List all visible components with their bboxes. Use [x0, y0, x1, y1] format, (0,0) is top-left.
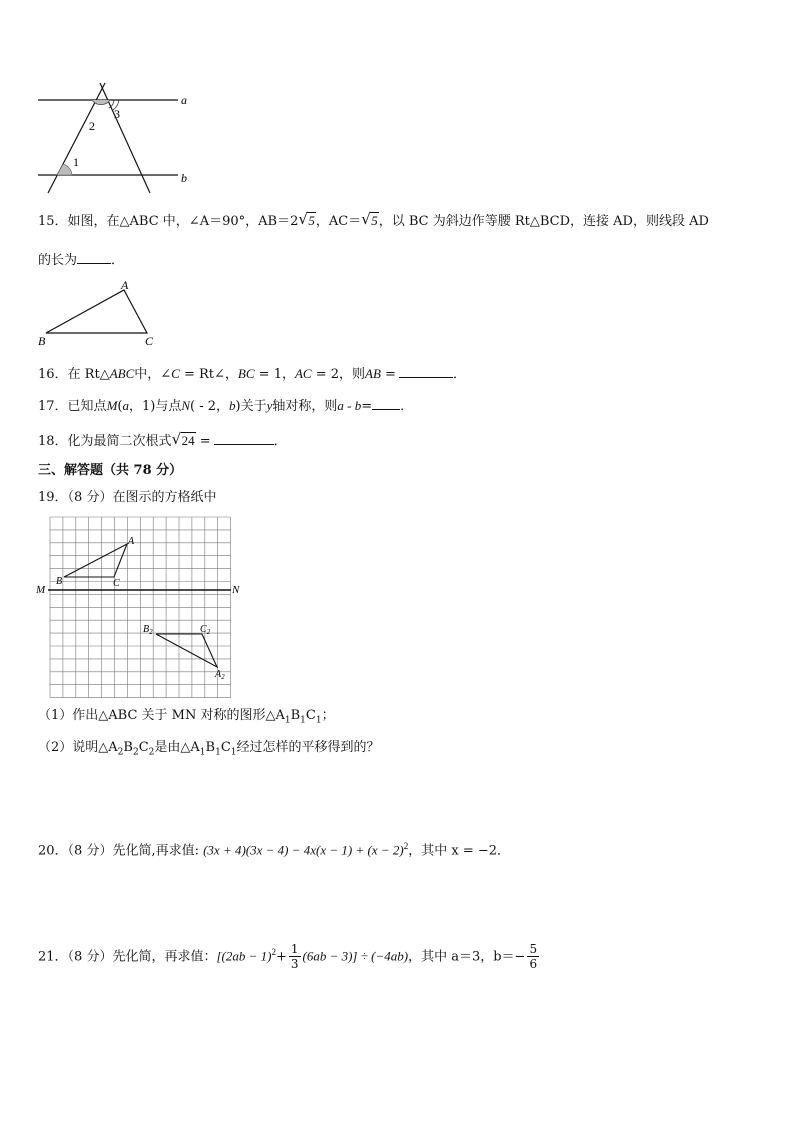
angle-3-label: 3	[114, 107, 120, 121]
square-grid-figure	[34, 513, 244, 698]
svg-text:A2: $A_2$	[215, 669, 225, 681]
q20-expression: (3x + 4)(3x − 4) − 4x(x − 1) + (x − 2)	[203, 842, 404, 858]
question-19-part1: （1）作出△ABC 关于 MN 对称的图形$\triangle A_1B_1C_1$；	[38, 708, 335, 726]
angle-1-label: 1	[73, 155, 79, 169]
section-3-title: 三、解答题（共 78 分）	[38, 463, 183, 478]
triangle-a2b2c2	[156, 634, 217, 667]
question-18: 18．化为最简二次根式 √ 24 = ．	[38, 430, 287, 449]
label-b: b	[181, 171, 187, 185]
answer-blank[interactable]	[399, 364, 453, 378]
label-a: a	[181, 93, 187, 107]
q16-number: 16．	[38, 367, 68, 382]
question-21: 21．（8 分）先化简，再求值：[$(2ab - 1)^2+$ $\frac{1}{3}$ (6ab − 3)] ÷ (−4ab)，其中 a＝3，b＝− $\frac{5}{6}$	[38, 942, 538, 972]
question-17: 17．已知点M(a，1)与点N( - 2，b)关于y轴对称，则a - b= ．	[38, 398, 414, 414]
answer-blank[interactable]	[77, 250, 111, 264]
label-n: N	[232, 584, 240, 596]
sqrt-5: √ 5	[298, 210, 315, 228]
question-19-part2: （2）说明$\triangle A_2B_2C_2$是由$\triangle A_1B_1C_1$经过怎样的平移得到的？	[38, 740, 380, 758]
question-16: 16．在 Rt△ABC中，∠C = Rt∠，BC = 1，AC = 2，则AB = ．	[38, 366, 466, 382]
label-a: A	[128, 536, 135, 547]
label-m: M	[36, 584, 46, 596]
parallel-lines-figure	[30, 80, 200, 195]
vertex-c-label: C	[145, 334, 154, 348]
label-a2	[214, 669, 225, 681]
angle-2-label: 2	[89, 119, 95, 133]
answer-blank[interactable]	[214, 431, 274, 445]
question-20: 20．（8 分）先化简,再求值: $(3x + 4)(3x - 4) - 4x(x - 1) + (x - 2)^2$，其中 x = −2．	[38, 841, 511, 859]
q18-number: 18．	[38, 434, 68, 449]
answer-blank[interactable]	[372, 396, 400, 410]
fraction-five-sixths: $\frac{5}{6}$	[529, 942, 538, 972]
label-b2	[143, 624, 153, 636]
fraction-one-third: $\frac{1}{3}$	[290, 942, 299, 972]
label-c: C	[113, 578, 120, 589]
q17-number: 17．	[38, 399, 68, 414]
svg-text:C2: $C_2$	[200, 624, 211, 636]
label-b: B	[56, 576, 63, 587]
vertex-b-label: B	[38, 334, 46, 348]
question-19-header: 19．（8 分）在图示的方格纸中	[38, 490, 217, 505]
sqrt-5-b: √ 5	[361, 210, 378, 228]
grid-lines	[50, 517, 231, 698]
vertex-a-label: A	[121, 278, 129, 292]
question-15: 15．如图，在△ABC 中，∠A＝90°，AB＝2 √ 5，AC＝ √ 5，以 BC 为斜边作等腰 Rt△BCD，连接 AD，则线段 AD	[38, 210, 709, 229]
svg-text:B2: $B_2$	[143, 624, 153, 636]
q15-number: 15．	[38, 214, 68, 229]
triangle-abc	[64, 544, 127, 577]
label-c2	[200, 624, 211, 636]
triangle-abc-figure	[34, 278, 164, 348]
question-15-cont: 的长为 ．	[38, 250, 124, 270]
sqrt-24: √ 24	[171, 430, 195, 448]
